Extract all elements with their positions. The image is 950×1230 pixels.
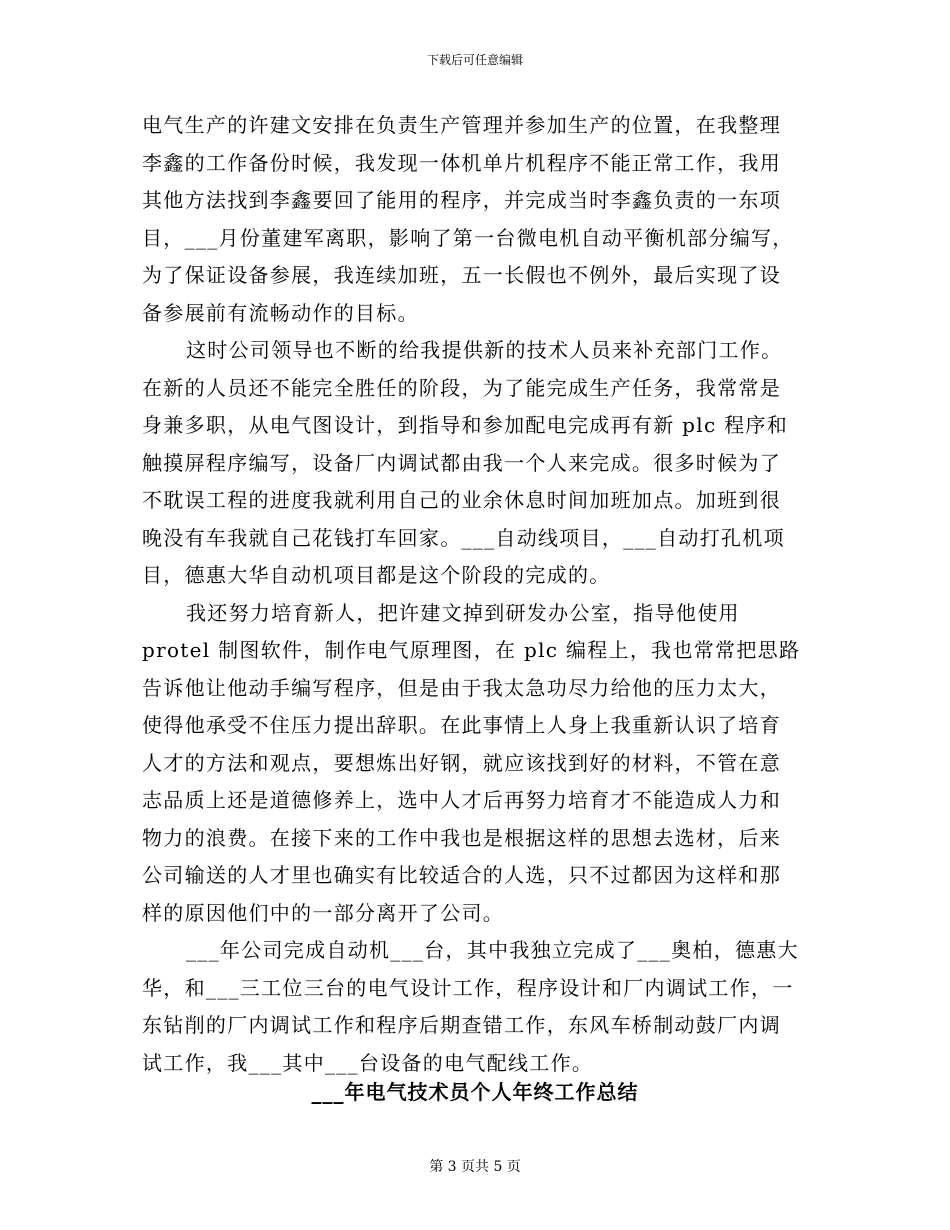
text-line: 公司输送的人才里也确实有比较适合的人选，只不过都因为这样和那 xyxy=(142,863,781,887)
section-title: ___年电气技术员个人年终工作总结 xyxy=(311,1080,639,1104)
text-line: 不耽误工程的进度我就利用自己的业余休息时间加班加点。加班到很 xyxy=(142,488,781,512)
text-line: 华，和___三工位三台的电气设计工作，程序设计和厂内调试工作，一 xyxy=(142,975,794,1000)
text-line: 样的原因他们中的一部分离开了公司。 xyxy=(142,900,505,925)
text-line: 这时公司领导也不断的给我提供新的技术人员来补充部门工作。 xyxy=(186,338,783,362)
text-line: 目，___月份董建军离职，影响了第一台微电机自动平衡机部分编写， xyxy=(142,225,794,250)
text-line: 为了保证设备参展，我连续加班，五一长假也不例外，最后实现了设 xyxy=(142,263,781,287)
text-line: 其他方法找到李鑫要回了能用的程序，并完成当时李鑫负责的一东项 xyxy=(142,188,781,212)
text-line: 告诉他让他动手编写程序，但是由于我太急功尽力给他的压力太大， xyxy=(142,675,781,700)
page-header: 下载后可任意编辑 xyxy=(426,53,523,67)
text-line: 电气生产的许建文安排在负责生产管理并参加生产的位置，在我整理 xyxy=(142,113,781,137)
body-text xyxy=(142,107,802,1082)
text-line: protel 制图软件，制作电气原理图，在 plc 编程上，我也常常把思路 xyxy=(142,638,801,662)
text-line: 试工作，我___其中___台设备的电气配线工作。 xyxy=(142,1050,594,1075)
text-line: 触摸屏程序编写，设备厂内调试都由我一个人来完成。很多时候为了 xyxy=(142,450,781,475)
text-line: 身兼多职，从电气图设计，到指导和参加配电完成再有新 plc 程序和 xyxy=(142,413,789,437)
text-line: ___年公司完成自动机___台，其中我独立完成了___奥柏，德惠大 xyxy=(186,938,799,962)
text-line: 晚没有车我就自己花钱打车回家。___自动线项目，___自动打孔机项 xyxy=(142,525,785,550)
text-line: 志品质上还是道德修养上，选中人才后再努力培育才不能造成人力和 xyxy=(142,788,781,812)
text-line: 目，德惠大华自动机项目都是这个阶段的完成的。 xyxy=(142,563,611,587)
text-line: 物力的浪费。在接下来的工作中我也是根据这样的思想去选材，后来 xyxy=(142,825,781,850)
text-line: 在新的人员还不能完全胜任的阶段，为了能完成生产任务，我常常是 xyxy=(142,375,781,400)
text-line: 备参展前有流畅动作的目标。 xyxy=(142,300,419,325)
text-line: 使得他承受不住压力提出辞职。在此事情上人身上我重新认识了培育 xyxy=(142,713,781,737)
text-line: 人才的方法和观点，要想炼出好钢，就应该找到好的材料，不管在意 xyxy=(142,750,781,775)
page-footer: 第 3 页共 5 页 xyxy=(429,1159,521,1175)
text-line: 东钻削的厂内调试工作和程序后期查错工作，东风车桥制动鼓厂内调 xyxy=(142,1013,781,1037)
text-line: 李鑫的工作备份时候，我发现一体机单片机程序不能正常工作，我用 xyxy=(142,150,781,175)
text-line: 我还努力培育新人，把许建文掉到研发办公室，指导他使用 xyxy=(186,600,740,625)
